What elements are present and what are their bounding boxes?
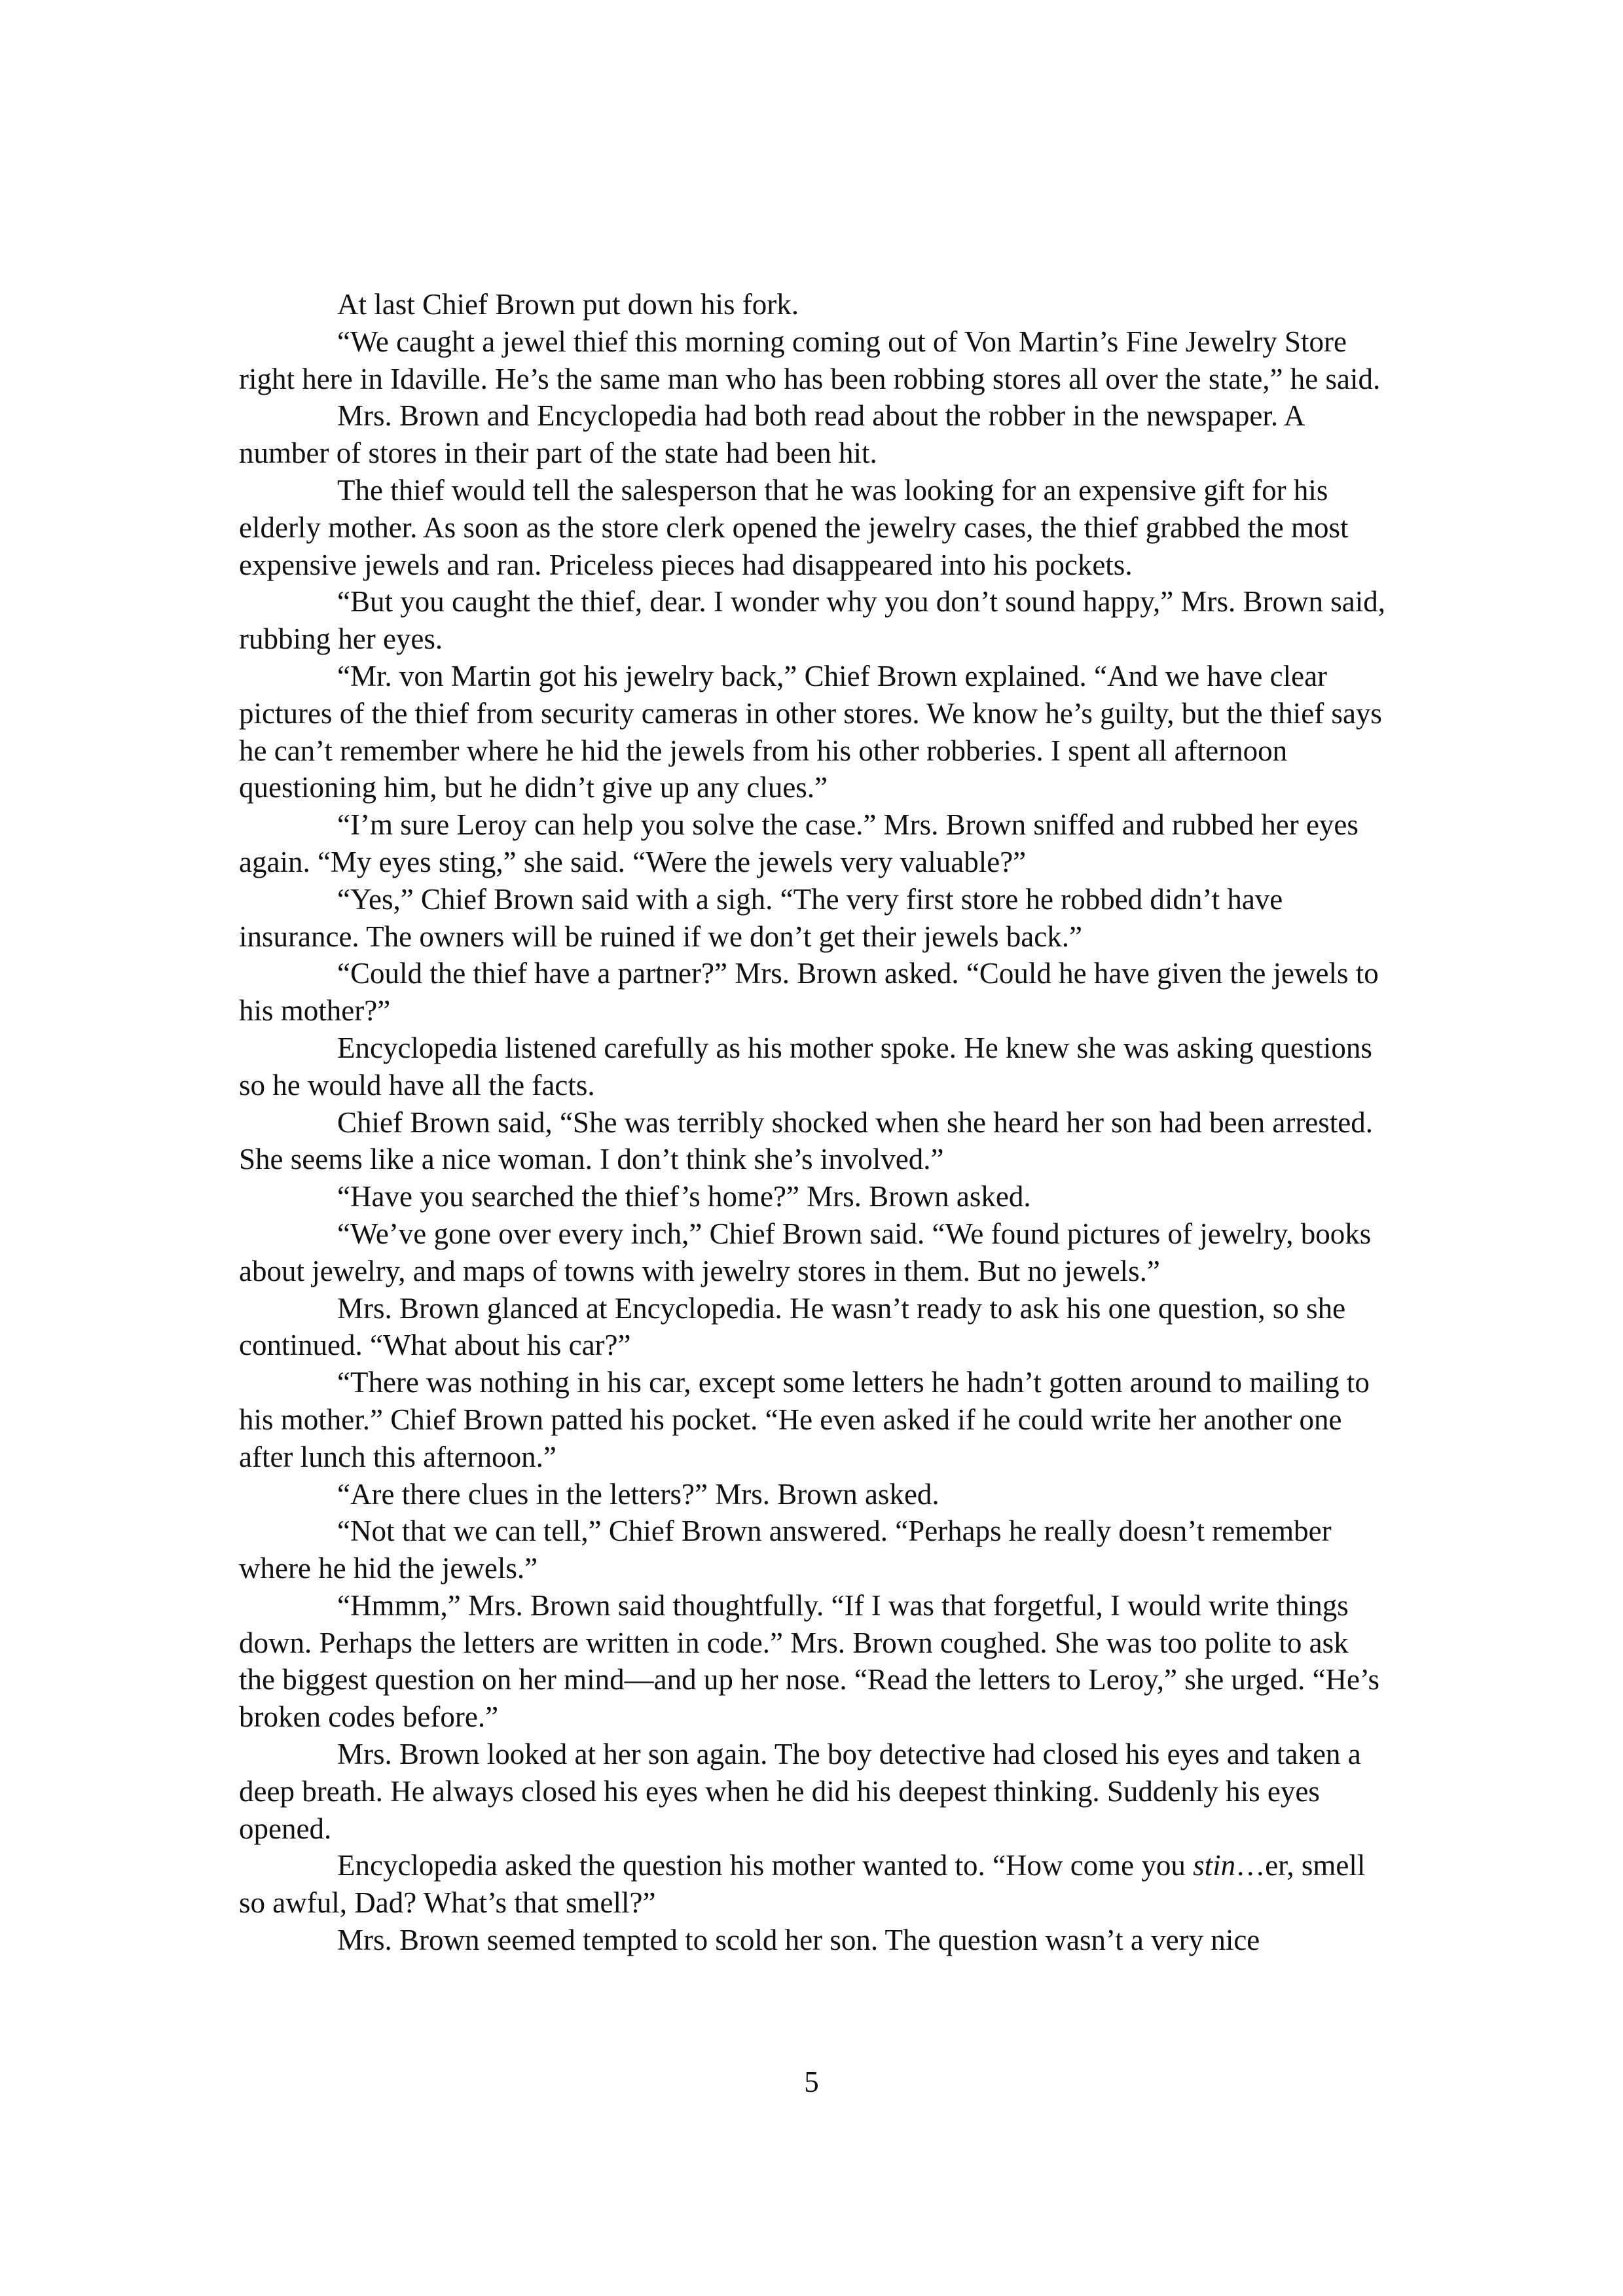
body-text <box>239 286 1391 1959</box>
paragraph: “There was nothing in his car, except some letters he hadn’t gotten around to mailing to his mother.” Chief Brown patted his pocket. “He even asked if he could write her another one after lunch this afternoon.” <box>239 1366 1370 1473</box>
paragraph: “Yes,” Chief Brown said with a sigh. “The very first store he robbed didn’t have insurance. The owners will be ruined if we don’t get their jewels back.” <box>239 882 1283 953</box>
paragraph: Mrs. Brown seemed tempted to scold her son. The question wasn’t a very nice <box>337 1924 1260 1957</box>
italic-word: stin <box>1193 1849 1236 1882</box>
paragraph: Encyclopedia listened carefully as his mother spoke. He knew she was asking questions so he would have all the facts. <box>239 1031 1372 1102</box>
paragraph: Mrs. Brown looked at her son again. The boy detective had closed his eyes and taken a deep breath. He always closed his eyes when he did his deepest thinking. Suddenly his eyes opened. <box>239 1738 1361 1845</box>
paragraph: At last Chief Brown put down his fork. <box>337 288 799 321</box>
page-number: 5 <box>804 2066 819 2098</box>
paragraph: Mrs. Brown and Encyclopedia had both read about the robber in the newspaper. A number of stores in their part of the state had been hit. <box>239 399 1304 470</box>
paragraph: “Are there clues in the letters?” Mrs. Brown asked. <box>337 1477 939 1511</box>
paragraph: “Could the thief have a partner?” Mrs. Brown asked. “Could he have given the jewels to his mother?” <box>239 957 1379 1028</box>
paragraph: “We caught a jewel thief this morning coming out of Von Martin’s Fine Jewelry Store right here in Idaville. He’s the same man who has been robbing stores all over the state,” he said. <box>239 325 1381 395</box>
paragraph: “Hmmm,” Mrs. Brown said thoughtfully. “If I was that forgetful, I would write things down. Perhaps the letters are written in code.” Mrs. Brown coughed. She was too polite to ask the biggest question on her mind—and up her nose. “Read the letters to Leroy,” she urged. “He’s broken codes before.” <box>239 1588 1380 1734</box>
paragraph: “Mr. von Martin got his jewelry back,” Chief Brown explained. “And we have clear pictures of the thief from security cameras in other stores. We know he’s guilty, but the thief says he can’t remember where he hid the jewels from his other robberies. I spent all afternoon questioning him, but he didn’t give up any clues.” <box>239 659 1382 804</box>
paragraph: Encyclopedia asked the question his mother wanted to. “How come you stin…er, smell so awful, Dad? What’s that smell?” <box>239 1849 1366 1920</box>
paragraph: Chief Brown said, “She was terribly shocked when she heard her son had been arrested. She seems like a nice woman. I don’t think she’s involved.” <box>239 1105 1374 1176</box>
paragraph: “Not that we can tell,” Chief Brown answered. “Perhaps he really doesn’t remember where he hid the jewels.” <box>239 1515 1332 1585</box>
paragraph: The thief would tell the salesperson that he was looking for an expensive gift for his elderly mother. As soon as the store clerk opened the jewelry cases, the thief grabbed the most expensive jewels and ran. Priceless pieces had disappeared into his pockets. <box>239 473 1349 581</box>
paragraph: Mrs. Brown glanced at Encyclopedia. He wasn’t ready to ask his one question, so she continued. “What about his car?” <box>239 1291 1346 1362</box>
paragraph: “We’ve gone over every inch,” Chief Brown said. “We found pictures of jewelry, books about jewelry, and maps of towns with jewelry stores in them. But no jewels.” <box>239 1217 1372 1287</box>
paragraph: “Have you searched the thief’s home?” Mrs. Brown asked. <box>337 1180 1031 1213</box>
paragraph: “But you caught the thief, dear. I wonder why you don’t sound happy,” Mrs. Brown said, rubbing her eyes. <box>239 585 1385 656</box>
paragraph: “I’m sure Leroy can help you solve the case.” Mrs. Brown sniffed and rubbed her eyes again. “My eyes sting,” she said. “Were the jewels very valuable?” <box>239 808 1359 878</box>
